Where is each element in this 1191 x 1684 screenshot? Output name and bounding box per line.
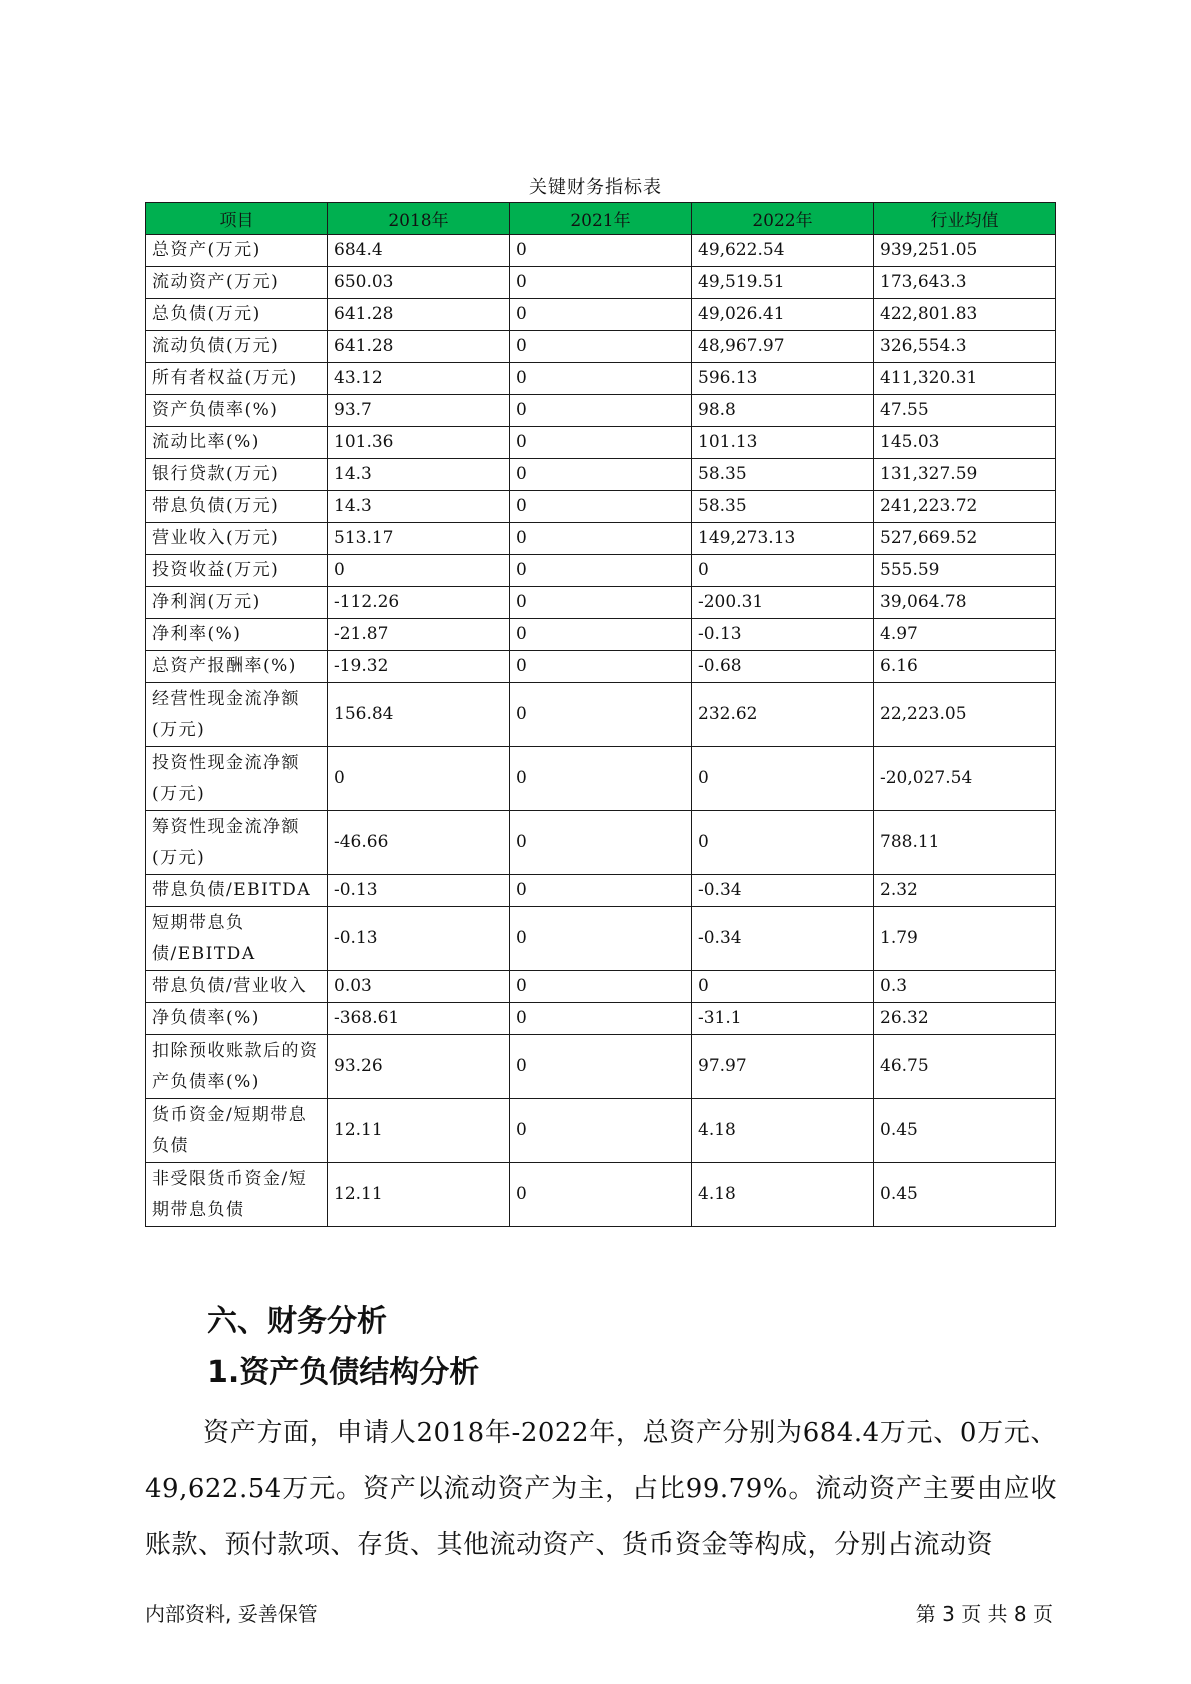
value-2018: -368.61: [328, 1003, 510, 1035]
key-financial-indicators-table: [145, 202, 1056, 1227]
table-header-row: [146, 203, 1056, 235]
value-2021: 0: [510, 491, 692, 523]
row-label: 投资收益(万元): [146, 555, 328, 587]
value-2018: 14.3: [328, 491, 510, 523]
value-2021: 0: [510, 587, 692, 619]
value-2018: 14.3: [328, 459, 510, 491]
value-2021: 0: [510, 971, 692, 1003]
table-row: [146, 971, 1056, 1003]
value-2018: -19.32: [328, 651, 510, 683]
value-industry-avg: 47.55: [874, 395, 1056, 427]
table-row: [146, 619, 1056, 651]
value-2018: 101.36: [328, 427, 510, 459]
value-2021: 0: [510, 331, 692, 363]
value-2022: 0: [692, 747, 874, 811]
value-2022: 48,967.97: [692, 331, 874, 363]
row-label: 净利润(万元): [146, 587, 328, 619]
value-industry-avg: 788.11: [874, 811, 1056, 875]
value-industry-avg: 46.75: [874, 1035, 1056, 1099]
row-label: 流动比率(%): [146, 427, 328, 459]
table-caption: 关键财务指标表: [529, 177, 662, 198]
value-2018: 513.17: [328, 523, 510, 555]
row-label: 带息负债/EBITDA: [146, 875, 328, 907]
value-2021: 0: [510, 1003, 692, 1035]
value-2018: 12.11: [328, 1099, 510, 1163]
row-label: 所有者权益(万元): [146, 363, 328, 395]
value-2021: 0: [510, 651, 692, 683]
value-2018: 641.28: [328, 299, 510, 331]
row-label: 总资产(万元): [146, 235, 328, 267]
value-2018: -112.26: [328, 587, 510, 619]
table-row: [146, 427, 1056, 459]
value-2022: -31.1: [692, 1003, 874, 1035]
value-2022: -0.34: [692, 875, 874, 907]
value-industry-avg: 39,064.78: [874, 587, 1056, 619]
value-2022: 98.8: [692, 395, 874, 427]
table-row: [146, 811, 1056, 875]
value-2022: 149,273.13: [692, 523, 874, 555]
table-row: [146, 907, 1056, 971]
table-row: [146, 459, 1056, 491]
value-2022: 232.62: [692, 683, 874, 747]
table-row: [146, 875, 1056, 907]
value-2022: -0.13: [692, 619, 874, 651]
value-2022: -0.68: [692, 651, 874, 683]
row-label: 流动资产(万元): [146, 267, 328, 299]
value-2021: 0: [510, 427, 692, 459]
value-2018: 641.28: [328, 331, 510, 363]
value-2018: 12.11: [328, 1163, 510, 1227]
value-industry-avg: -20,027.54: [874, 747, 1056, 811]
row-label: 总负债(万元): [146, 299, 328, 331]
value-2021: 0: [510, 619, 692, 651]
row-label: 投资性现金流净额(万元): [146, 747, 328, 811]
value-2022: 0: [692, 811, 874, 875]
header-2021: 2021年: [510, 203, 692, 235]
row-label: 带息负债/营业收入: [146, 971, 328, 1003]
value-2022: 0: [692, 971, 874, 1003]
value-2022: 4.18: [692, 1099, 874, 1163]
table-row: [146, 395, 1056, 427]
value-2021: 0: [510, 267, 692, 299]
row-label: 筹资性现金流净额(万元): [146, 811, 328, 875]
value-industry-avg: 22,223.05: [874, 683, 1056, 747]
value-2021: 0: [510, 459, 692, 491]
row-label: 短期带息负债/EBITDA: [146, 907, 328, 971]
value-2021: 0: [510, 1099, 692, 1163]
value-industry-avg: 26.32: [874, 1003, 1056, 1035]
table-row: [146, 267, 1056, 299]
row-label: 资产负债率(%): [146, 395, 328, 427]
table-row: [146, 651, 1056, 683]
table-row: [146, 491, 1056, 523]
section-subheading: 1.资产负债结构分析: [207, 1355, 480, 1390]
value-industry-avg: 6.16: [874, 651, 1056, 683]
row-label: 总资产报酬率(%): [146, 651, 328, 683]
value-2022: 0: [692, 555, 874, 587]
value-2022: 97.97: [692, 1035, 874, 1099]
value-industry-avg: 241,223.72: [874, 491, 1056, 523]
table-row: [146, 235, 1056, 267]
table-row: [146, 747, 1056, 811]
row-label: 营业收入(万元): [146, 523, 328, 555]
value-2021: 0: [510, 555, 692, 587]
table-row: [146, 523, 1056, 555]
value-industry-avg: 326,554.3: [874, 331, 1056, 363]
value-2021: 0: [510, 395, 692, 427]
value-2018: -46.66: [328, 811, 510, 875]
value-industry-avg: 0.3: [874, 971, 1056, 1003]
value-2021: 0: [510, 875, 692, 907]
row-label: 净负债率(%): [146, 1003, 328, 1035]
value-2021: 0: [510, 747, 692, 811]
value-2021: 0: [510, 907, 692, 971]
value-2018: 0: [328, 747, 510, 811]
value-2022: 49,519.51: [692, 267, 874, 299]
value-industry-avg: 411,320.31: [874, 363, 1056, 395]
value-2022: 596.13: [692, 363, 874, 395]
table-row: [146, 363, 1056, 395]
value-2018: 43.12: [328, 363, 510, 395]
value-industry-avg: 4.97: [874, 619, 1056, 651]
value-2018: 0: [328, 555, 510, 587]
footer-page-number: 第 3 页 共 8 页: [915, 1602, 1053, 1626]
value-industry-avg: 527,669.52: [874, 523, 1056, 555]
footer-confidential-note: 内部资料, 妥善保管: [145, 1602, 318, 1626]
value-industry-avg: 131,327.59: [874, 459, 1056, 491]
value-2021: 0: [510, 1163, 692, 1227]
value-2018: 684.4: [328, 235, 510, 267]
row-label: 经营性现金流净额(万元): [146, 683, 328, 747]
value-2021: 0: [510, 235, 692, 267]
value-2018: 93.7: [328, 395, 510, 427]
table-row: [146, 555, 1056, 587]
table-row: [146, 1099, 1056, 1163]
value-2022: 101.13: [692, 427, 874, 459]
value-2018: 650.03: [328, 267, 510, 299]
row-label: 带息负债(万元): [146, 491, 328, 523]
table-body: [146, 235, 1056, 1227]
value-2018: -0.13: [328, 907, 510, 971]
body-paragraph: 资产方面，申请人2018年-2022年，总资产分别为684.4万元、0万元、49,622.54万元。资产以流动资产为主，占比99.79%。流动资产主要由应收账款、预付款项、存货、其他流动资产、货币资金等构成，分别占流动资: [145, 1418, 1057, 1560]
row-label: 非受限货币资金/短期带息负债: [146, 1163, 328, 1227]
table-row: [146, 331, 1056, 363]
value-industry-avg: 145.03: [874, 427, 1056, 459]
value-2022: 49,622.54: [692, 235, 874, 267]
table-row: [146, 299, 1056, 331]
row-label: 流动负债(万元): [146, 331, 328, 363]
row-label: 净利率(%): [146, 619, 328, 651]
value-industry-avg: 1.79: [874, 907, 1056, 971]
value-2021: 0: [510, 683, 692, 747]
value-2018: 0.03: [328, 971, 510, 1003]
value-2018: -21.87: [328, 619, 510, 651]
section-heading: 六、财务分析: [207, 1304, 387, 1339]
value-2022: 58.35: [692, 491, 874, 523]
value-2021: 0: [510, 523, 692, 555]
row-label: 扣除预收账款后的资产负债率(%): [146, 1035, 328, 1099]
table-row: [146, 1035, 1056, 1099]
value-2022: 49,026.41: [692, 299, 874, 331]
value-2021: 0: [510, 1035, 692, 1099]
value-industry-avg: 422,801.83: [874, 299, 1056, 331]
value-2018: 93.26: [328, 1035, 510, 1099]
header-industry-avg: 行业均值: [874, 203, 1056, 235]
table-row: [146, 683, 1056, 747]
table-row: [146, 587, 1056, 619]
table-row: [146, 1003, 1056, 1035]
header-2018: 2018年: [328, 203, 510, 235]
header-item: 项目: [146, 203, 328, 235]
table-row: [146, 1163, 1056, 1227]
value-2018: -0.13: [328, 875, 510, 907]
value-industry-avg: 939,251.05: [874, 235, 1056, 267]
value-industry-avg: 173,643.3: [874, 267, 1056, 299]
value-2022: -200.31: [692, 587, 874, 619]
row-label: 银行贷款(万元): [146, 459, 328, 491]
value-industry-avg: 0.45: [874, 1099, 1056, 1163]
value-2021: 0: [510, 363, 692, 395]
header-2022: 2022年: [692, 203, 874, 235]
row-label: 货币资金/短期带息负债: [146, 1099, 328, 1163]
value-2022: 4.18: [692, 1163, 874, 1227]
value-2022: 58.35: [692, 459, 874, 491]
value-industry-avg: 555.59: [874, 555, 1056, 587]
value-2021: 0: [510, 299, 692, 331]
value-industry-avg: 2.32: [874, 875, 1056, 907]
value-2021: 0: [510, 811, 692, 875]
value-industry-avg: 0.45: [874, 1163, 1056, 1227]
value-2018: 156.84: [328, 683, 510, 747]
value-2022: -0.34: [692, 907, 874, 971]
